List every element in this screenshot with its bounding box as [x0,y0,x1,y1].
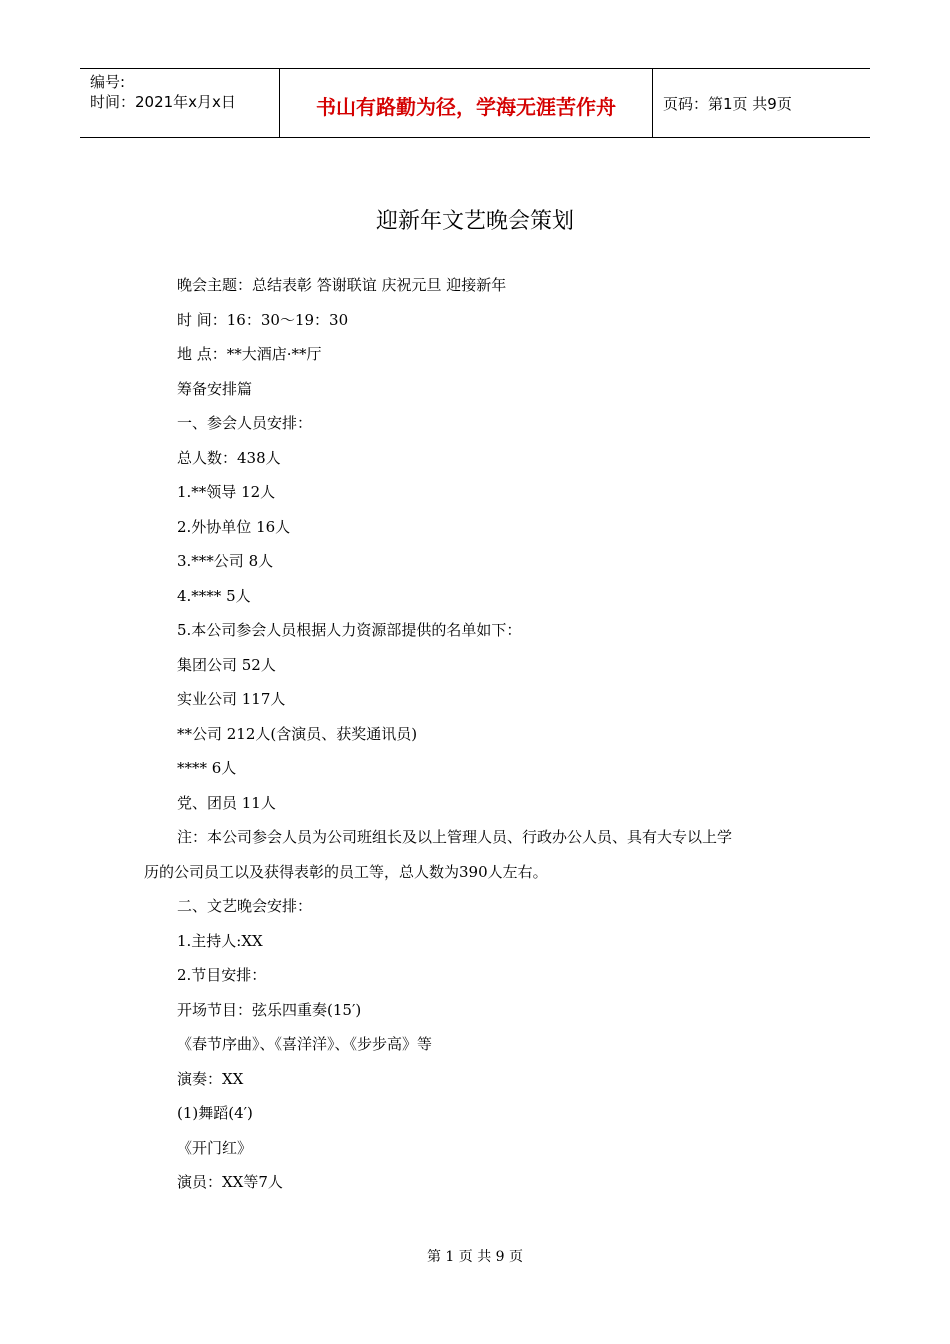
section-heading: 二、文艺晚会安排： [177,897,313,915]
text-line: 5.本公司参会人员根据人力资源部提供的名单如下： [177,621,522,639]
text-line: **公司 212人(含演员、获奖通讯员) [177,724,418,743]
text-line: 《春节序曲》、《喜洋洋》、《步步高》等 [177,1035,433,1053]
text-line: 2.外协单位 16人 [177,517,291,536]
text-line: 1.主持人:XX [177,931,263,950]
header-meta-cell [80,69,280,137]
text-line: 演奏：XX [177,1069,244,1088]
text-line: 集团公司 52人 [177,655,276,674]
text-line: 开场节目：弦乐四重奏(15′) [177,1000,362,1019]
text-line: 2.节目安排： [177,966,267,984]
text-line: 实业公司 117人 [177,690,286,708]
motto: 书山有路勤为径，学海无涯苦作舟 [280,69,653,137]
text-line: 党、团员 11人 [177,793,276,812]
serial-label: 编号: [90,73,126,91]
document-title: 迎新年文艺晚会策划 [375,209,574,234]
header-page-info: 页码：第1页 共9页 [663,94,792,113]
text-line: (1)舞蹈(4′) [177,1104,253,1122]
date-line: 时间：2021年x月x日 [90,93,236,111]
section-heading: 一、参会人员安排： [177,414,313,432]
page-footer: 第 1 页 共 9 页 [426,1249,524,1265]
section-heading: 筹备安排篇 [177,379,253,398]
text-line: **** 6人 [177,759,237,777]
text-line: 3.***公司 8人 [177,552,274,570]
note-line: 注：本公司参会人员为公司班组长及以上管理人员、行政办公人员、具有大专以上学 [177,828,733,846]
note-line-continued: 历的公司员工以及获得表彰的员工等，总人数为390人左右。 [144,862,548,881]
document-body [144,271,817,1203]
text-line: 时 间：16：30～19：30 [177,310,349,329]
text-line: 演员：XX等7人 [177,1173,283,1191]
text-line: 4.**** 5人 [177,586,251,605]
text-line: 总人数：438人 [177,448,281,467]
text-line: 地 点：**大酒店·**厅 [177,345,322,363]
text-line: 《开门红》 [177,1138,253,1157]
text-line: 1.**领导 12人 [177,483,276,501]
header-table [80,68,870,138]
text-line: 晚会主题：总结表彰 答谢联谊 庆祝元旦 迎接新年 [177,276,507,294]
